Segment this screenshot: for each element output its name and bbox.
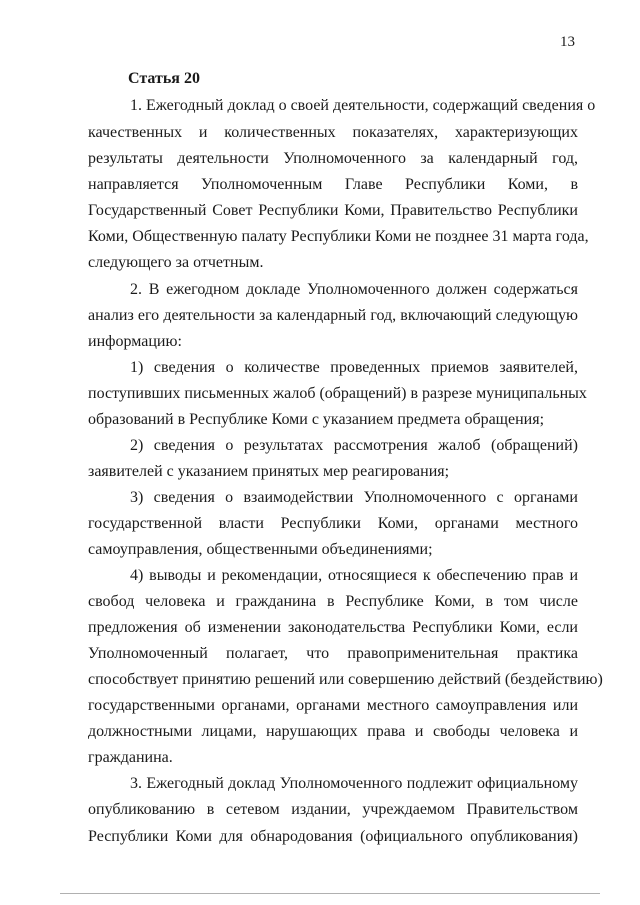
text-line: гражданина. — [88, 749, 173, 766]
text-line: 3) сведения о взаимодействии Уполномоченного с органами — [130, 489, 578, 506]
text-line: направляется Уполномоченным Главе Республики Коми, в — [88, 176, 578, 193]
text-line: государственной власти Республики Коми, органами местного — [88, 515, 578, 532]
text-line: поступивших письменных жалоб (обращений) в разрезе муниципальных — [88, 385, 587, 402]
text-line: информацию: — [88, 333, 182, 350]
article-title: Статья 20 — [128, 70, 200, 87]
text-line: Государственный Совет Республики Коми, Правительство Республики — [88, 202, 578, 219]
text-line: результаты деятельности Уполномоченного за календарный год, — [88, 150, 578, 167]
text-line: Республики Коми для обнародования (официального опубликования) — [88, 828, 578, 845]
text-line: способствует принятию решений или совершению действий (бездействию) — [88, 671, 603, 688]
text-line: должностными лицами, нарушающих права и свободы человека и — [88, 723, 578, 740]
text-line: 4) выводы и рекомендации, относящиеся к обеспечению прав и — [130, 567, 578, 584]
text-line: самоуправления, общественными объединениями; — [88, 541, 433, 558]
text-line: 2. В ежегодном докладе Уполномоченного должен содержаться — [130, 281, 578, 298]
text-line: 1. Ежегодный доклад о своей деятельности, содержащий сведения о — [130, 97, 596, 114]
text-line: Уполномоченный полагает, что правоприменительная практика — [88, 645, 578, 662]
text-line: анализ его деятельности за календарный год, включающий следующую — [88, 307, 578, 324]
text-line: следующего за отчетным. — [88, 254, 264, 271]
text-line: предложения об изменении законодательства Республики Коми, если — [88, 619, 578, 636]
text-line: 3. Ежегодный доклад Уполномоченного подлежит официальному — [130, 775, 578, 792]
text-line: образований в Республике Коми с указанием предмета обращения; — [88, 411, 545, 428]
page-number: 13 — [560, 34, 575, 50]
page-bottom-rule — [60, 893, 600, 894]
text-line: свобод человека и гражданина в Республике Коми, в том числе — [88, 593, 578, 610]
text-line: 2) сведения о результатах рассмотрения жалоб (обращений) — [130, 437, 578, 454]
text-line: заявителей с указанием принятых мер реагирования; — [88, 463, 450, 480]
text-line: государственными органами, органами местного самоуправления или — [88, 697, 578, 714]
text-line: качественных и количественных показателях, характеризующих — [88, 124, 578, 141]
text-line: Коми, Общественную палату Республики Коми не позднее 31 марта года, — [88, 228, 589, 245]
text-line: опубликованию в сетевом издании, учреждаемом Правительством — [88, 801, 578, 818]
text-line: 1) сведения о количестве проведенных приемов заявителей, — [130, 359, 578, 376]
